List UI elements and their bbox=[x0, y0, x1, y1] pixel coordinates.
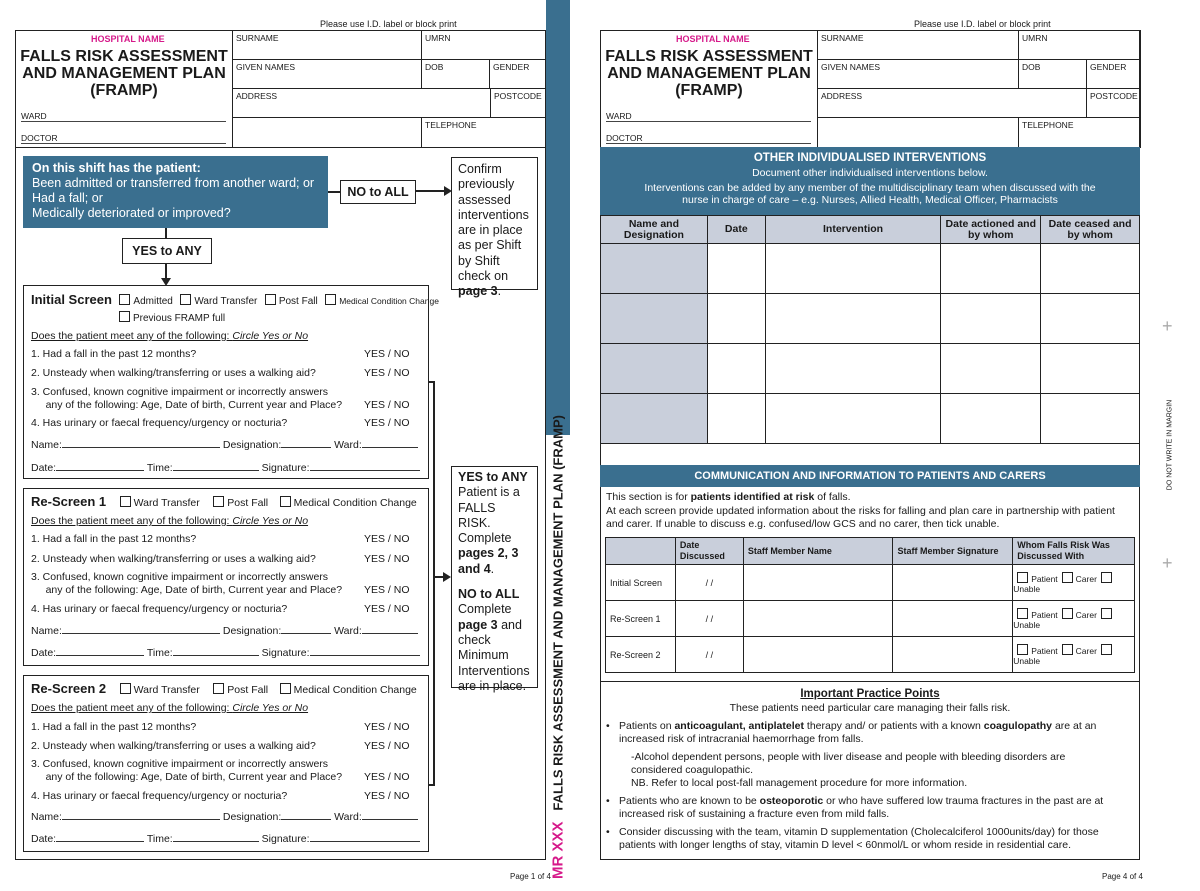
table-row bbox=[606, 601, 1135, 637]
ward-transfer-checkbox[interactable] bbox=[180, 294, 191, 305]
staff-signature-cell[interactable] bbox=[893, 565, 1013, 601]
rescreen-1-title: Re-Screen 1 bbox=[31, 494, 107, 509]
question-prompt: Does the patient meet any of the following: Circle Yes or No bbox=[31, 515, 309, 527]
actioned-cell[interactable] bbox=[941, 344, 1041, 394]
date-row[interactable]: Date: Time: Signature: bbox=[31, 647, 423, 660]
result-box bbox=[451, 466, 538, 693]
ward-line[interactable]: WARD bbox=[606, 111, 811, 122]
question-1: 1. Had a fall in the past 12 months? bbox=[31, 348, 197, 360]
ward-transfer-checkbox[interactable] bbox=[120, 496, 131, 507]
practice-points-subtitle: These patients need particular care managing their falls risk. bbox=[729, 702, 1011, 714]
margin-note: DO NOT WRITE IN MARGIN bbox=[1166, 399, 1174, 491]
result-yes-body: Patient is a FALLS RISK. Complete pages 2, 3 and 4. bbox=[458, 485, 520, 576]
telephone-field[interactable]: TELEPHONE bbox=[421, 117, 547, 148]
unable-checkbox[interactable] bbox=[1101, 608, 1112, 619]
postcode-field[interactable]: POSTCODE bbox=[490, 88, 547, 118]
column-header: Date actioned and by whom bbox=[941, 216, 1041, 244]
bullet-item: • Patients on anticoagulant, antiplatelet therapy and/ or patients with a known coagulopathy are at an increased risk of intracranial haemorrhage from falls. bbox=[606, 720, 1097, 745]
post-fall-checkbox[interactable] bbox=[213, 496, 224, 507]
row-label: Initial Screen bbox=[606, 565, 676, 601]
table-row bbox=[601, 244, 1140, 294]
patient-header bbox=[600, 30, 1140, 148]
carer-checkbox[interactable] bbox=[1062, 644, 1073, 655]
other-sub: Document other individualised interventions below. bbox=[752, 167, 988, 179]
ceased-cell[interactable] bbox=[1041, 294, 1140, 344]
column-header: Intervention bbox=[765, 216, 941, 244]
yes-no-answer[interactable]: YES / NO bbox=[364, 367, 410, 379]
shift-line: Medically deteriorated or improved? bbox=[32, 206, 231, 220]
staff-signature-cell[interactable] bbox=[893, 637, 1013, 673]
question-3-cont: any of the following: Age, Date of birth, Current year and Place? bbox=[31, 584, 343, 596]
post-fall-checkbox[interactable] bbox=[265, 294, 276, 305]
date-cell[interactable]: / / bbox=[675, 565, 743, 601]
question-4: 4. Has urinary or faecal frequency/urgency or nocturia? bbox=[31, 603, 288, 615]
whom-cell: Patient CarerUnable bbox=[1013, 601, 1135, 637]
dob-field[interactable]: DOB bbox=[1018, 59, 1087, 89]
other-interventions-title: OTHER INDIVIDUALISED INTERVENTIONS bbox=[753, 152, 987, 164]
name-cell[interactable] bbox=[601, 394, 708, 444]
date-cell[interactable] bbox=[707, 394, 765, 444]
ward-line[interactable]: WARD bbox=[21, 111, 226, 122]
doctor-line[interactable]: DOCTOR bbox=[21, 133, 226, 144]
question-1: 1. Had a fall in the past 12 months? bbox=[31, 533, 197, 545]
actioned-cell[interactable] bbox=[941, 244, 1041, 294]
date-row[interactable]: Date: Time: Signature: bbox=[31, 833, 423, 846]
patient-checkbox[interactable] bbox=[1017, 644, 1028, 655]
yes-no-answer[interactable]: YES / NO bbox=[364, 721, 410, 733]
given-names-field[interactable]: GIVEN NAMES bbox=[817, 59, 1019, 89]
staff-name-cell[interactable] bbox=[743, 601, 893, 637]
divider bbox=[600, 681, 1140, 682]
column-header: Staff Member Signature bbox=[893, 538, 1013, 565]
question-4: 4. Has urinary or faecal frequency/urgency or nocturia? bbox=[31, 417, 288, 429]
unable-checkbox[interactable] bbox=[1101, 644, 1112, 655]
name-row[interactable]: Name: Designation: Ward: bbox=[31, 811, 423, 824]
arrow-right-icon bbox=[416, 184, 452, 198]
yes-no-answer[interactable]: YES / NO bbox=[364, 584, 410, 596]
rescreen-2-title: Re-Screen 2 bbox=[31, 681, 107, 696]
shift-title: On this shift has the patient: bbox=[32, 161, 201, 175]
other-interventions-header bbox=[600, 147, 1140, 215]
connector-line bbox=[159, 228, 173, 238]
ceased-cell[interactable] bbox=[1041, 244, 1140, 294]
column-header: Whom Falls Risk Was Discussed With bbox=[1013, 538, 1135, 565]
umrn-field[interactable]: UMRN bbox=[1018, 30, 1141, 60]
intervention-cell[interactable] bbox=[765, 394, 941, 444]
carer-checkbox[interactable] bbox=[1062, 572, 1073, 583]
row-label: Re-Screen 2 bbox=[606, 637, 676, 673]
crop-mark-icon: + bbox=[1162, 316, 1173, 336]
date-cell[interactable] bbox=[707, 244, 765, 294]
question-3: 3. Confused, known cognitive impairment or incorrectly answers bbox=[31, 571, 329, 583]
spine-label: MR XXX FALLS RISK ASSESSMENT AND MANAGEMENT PLAN (FRAMP) bbox=[549, 415, 567, 879]
patient-header bbox=[15, 30, 546, 148]
yes-no-answer[interactable]: YES / NO bbox=[364, 533, 410, 545]
question-3-cont: any of the following: Age, Date of birth, Current year and Place? bbox=[31, 771, 343, 783]
medical-condition-change-checkbox[interactable] bbox=[280, 496, 291, 507]
date-cell[interactable]: / / bbox=[675, 637, 743, 673]
id-note: Please use I.D. label or block print bbox=[914, 19, 1051, 29]
actioned-cell[interactable] bbox=[941, 394, 1041, 444]
yes-no-answer[interactable]: YES / NO bbox=[364, 553, 410, 565]
name-cell[interactable] bbox=[601, 244, 708, 294]
column-header: Name and Designation bbox=[601, 216, 708, 244]
name-cell[interactable] bbox=[601, 344, 708, 394]
yes-no-answer[interactable]: YES / NO bbox=[364, 417, 410, 429]
yes-no-answer[interactable]: YES / NO bbox=[364, 603, 410, 615]
question-4: 4. Has urinary or faecal frequency/urgency or nocturia? bbox=[31, 790, 288, 802]
shift-question bbox=[23, 156, 328, 228]
hospital-name: HOSPITAL NAME bbox=[676, 34, 750, 44]
question-3: 3. Confused, known cognitive impairment or incorrectly answers bbox=[31, 386, 329, 398]
staff-name-cell[interactable] bbox=[743, 565, 893, 601]
bullet-subnote: -Alcohol dependent persons, people with liver disease and people with bleeding disorders are considered coagulopathic. bbox=[631, 751, 1066, 776]
unable-checkbox[interactable] bbox=[1101, 572, 1112, 583]
date-cell[interactable]: / / bbox=[675, 601, 743, 637]
other-sub: nurse in charge of care – e.g. Nurses, Allied Health, Medical Officer, Pharmacists bbox=[682, 194, 1058, 206]
question-1: 1. Had a fall in the past 12 months? bbox=[31, 721, 197, 733]
ward-transfer-checkbox[interactable] bbox=[120, 683, 131, 694]
ceased-cell[interactable] bbox=[1041, 344, 1140, 394]
interventions-table bbox=[600, 215, 1140, 444]
rescreen-2-section: Re-Screen 2 Ward Transfer Post Fall Medical Condition Change Does the patient meet any of the following: Circle Yes or No 1. Had a fall in the past 12 months? YES / NO 2. Unsteady when walking/transferring or uses a walking aid? YES / NO 3. Confused, known cognitive impairment or incorrectly answers any of the following: Age, Date of birth, Current year and Place? YES / NO 4. Has urinary or faecal frequency/urgency or nocturia? YES / NO Name: Designation: Ward: Date: Time: Signature: bbox=[23, 675, 429, 852]
intervention-cell[interactable] bbox=[765, 294, 941, 344]
date-cell[interactable] bbox=[707, 294, 765, 344]
yes-no-answer[interactable]: YES / NO bbox=[364, 790, 410, 802]
yes-no-answer[interactable]: YES / NO bbox=[364, 740, 410, 752]
question-2: 2. Unsteady when walking/transferring or uses a walking aid? bbox=[31, 367, 316, 379]
hospital-name: HOSPITAL NAME bbox=[91, 34, 165, 44]
medical-condition-change-checkbox[interactable] bbox=[325, 294, 336, 305]
actioned-cell[interactable] bbox=[941, 294, 1041, 344]
table-row bbox=[601, 394, 1140, 444]
umrn-field[interactable]: UMRN bbox=[421, 30, 547, 60]
practice-points-list bbox=[606, 720, 1106, 852]
column-header: Staff Member Name bbox=[743, 538, 893, 565]
column-header: Date bbox=[707, 216, 765, 244]
dob-field[interactable]: DOB bbox=[421, 59, 490, 89]
form-title: FALLS RISK ASSESSMENT AND MANAGEMENT PLAN (FRAMP) bbox=[20, 48, 228, 99]
address-field[interactable]: ADDRESS bbox=[232, 88, 491, 118]
carer-checkbox[interactable] bbox=[1062, 608, 1073, 619]
address-field-2[interactable] bbox=[817, 117, 1019, 148]
doctor-line[interactable]: DOCTOR bbox=[606, 133, 811, 144]
column-header: Date ceased and by whom bbox=[1041, 216, 1140, 244]
question-2: 2. Unsteady when walking/transferring or uses a walking aid? bbox=[31, 553, 316, 565]
id-note: Please use I.D. label or block print bbox=[320, 19, 457, 29]
whom-cell: Patient CarerUnable bbox=[1013, 565, 1135, 601]
gender-field[interactable]: GENDER bbox=[489, 59, 547, 89]
question-prompt: Does the patient meet any of the following: Circle Yes or No bbox=[31, 702, 309, 714]
communication-title: COMMUNICATION AND INFORMATION TO PATIENTS AND CARERS bbox=[600, 465, 1140, 487]
name-row[interactable]: Name: Designation: Ward: bbox=[31, 625, 423, 638]
result-no-body: Complete page 3 and check Minimum Interventions are in place. bbox=[458, 602, 530, 693]
column-header: Date Discussed bbox=[675, 538, 743, 565]
surname-field[interactable]: SURNAME bbox=[232, 30, 422, 60]
whom-cell: Patient CarerUnable bbox=[1013, 637, 1135, 673]
patient-checkbox[interactable] bbox=[1017, 608, 1028, 619]
address-field-2[interactable] bbox=[232, 117, 422, 148]
table-row bbox=[601, 344, 1140, 394]
staff-name-cell[interactable] bbox=[743, 637, 893, 673]
gender-field[interactable]: GENDER bbox=[1086, 59, 1141, 89]
admitted-checkbox[interactable] bbox=[119, 294, 130, 305]
yes-to-any-box: YES to ANY bbox=[122, 238, 212, 264]
initial-screen-title: Initial Screen bbox=[31, 292, 112, 307]
shift-line: Had a fall; or bbox=[32, 191, 103, 205]
form-title: FALLS RISK ASSESSMENT AND MANAGEMENT PLAN (FRAMP) bbox=[605, 48, 813, 99]
arrow-down-icon bbox=[159, 264, 173, 286]
spine-bar bbox=[546, 0, 570, 435]
table-row bbox=[606, 565, 1135, 601]
question-prompt: Does the patient meet any of the following: Circle Yes or No bbox=[31, 330, 309, 342]
result-no-title: NO to ALL bbox=[458, 587, 520, 602]
row-label: Re-Screen 1 bbox=[606, 601, 676, 637]
page-number: Page 4 of 4 bbox=[1102, 872, 1143, 881]
question-3-cont: any of the following: Age, Date of birth, Current year and Place? bbox=[31, 399, 343, 411]
yes-no-answer[interactable]: YES / NO bbox=[364, 348, 410, 360]
telephone-field[interactable]: TELEPHONE bbox=[1018, 117, 1141, 148]
intervention-cell[interactable] bbox=[765, 344, 941, 394]
bullet-subnote: NB. Refer to local post-fall management procedure for more information. bbox=[631, 777, 968, 789]
practice-points-title: Important Practice Points bbox=[800, 688, 940, 700]
date-row[interactable]: Date: Time: Signature: bbox=[31, 462, 423, 475]
yes-no-answer[interactable]: YES / NO bbox=[364, 399, 410, 411]
name-row[interactable]: Name: Designation: Ward: bbox=[31, 439, 423, 452]
page-number: Page 1 of 4 bbox=[510, 872, 551, 881]
bullet-item: • Consider discussing with the team, vitamin D supplementation (Cholecalciferol 1000units/day) for those patients with longer lengths of stay, vitamin D level < 60nmol/L or whom reside in residential care. bbox=[606, 826, 1099, 851]
post-fall-checkbox[interactable] bbox=[213, 683, 224, 694]
no-to-all-box: NO to ALL bbox=[340, 180, 416, 204]
ceased-cell[interactable] bbox=[1041, 394, 1140, 444]
address-field[interactable]: ADDRESS bbox=[817, 88, 1087, 118]
bracket-arrow-icon bbox=[428, 380, 452, 790]
surname-field[interactable]: SURNAME bbox=[817, 30, 1019, 60]
given-names-field[interactable]: GIVEN NAMES bbox=[232, 59, 422, 89]
patient-checkbox[interactable] bbox=[1017, 572, 1028, 583]
result-yes-title: YES to ANY bbox=[458, 470, 528, 484]
confirm-box: Confirm previously assessed interventions are in place as per Shift by Shift check on page 3. bbox=[451, 157, 538, 290]
table-row bbox=[601, 294, 1140, 344]
yes-no-answer[interactable]: YES / NO bbox=[364, 771, 410, 783]
connector-line bbox=[328, 191, 340, 193]
crop-mark-icon: + bbox=[1162, 553, 1173, 573]
medical-condition-change-checkbox[interactable] bbox=[280, 683, 291, 694]
question-3: 3. Confused, known cognitive impairment or incorrectly answers bbox=[31, 758, 329, 770]
table-row bbox=[606, 637, 1135, 673]
other-sub: Interventions can be added by any member of the multidisciplinary team when discussed with the bbox=[644, 182, 1096, 194]
postcode-field[interactable]: POSTCODE bbox=[1086, 88, 1141, 118]
name-cell[interactable] bbox=[601, 294, 708, 344]
initial-screen-section: Initial Screen Admitted Ward Transfer Post Fall Medical Condition Change Previous FRAMP full Does the patient meet any of the following: Circle Yes or No 1. Had a fall in the past 12 months? YES / NO 2. Unsteady when walking/transferring or uses a walking aid? YES / NO 3. Confused, known cognitive impairment or incorrectly answers any of the following: Age, Date of birth, Current year and Place? YES / NO 4. Has urinary or faecal frequency/urgency or nocturia? YES / NO Name: Designation: Ward: Date: Time: Signature: bbox=[23, 285, 429, 479]
question-2: 2. Unsteady when walking/transferring or uses a walking aid? bbox=[31, 740, 316, 752]
communication-text: This section is for patients identified at risk of falls. At each screen provide updated information about the risks for falling and plan care in partnership with patient and carer. If unable to discuss e.g. confused/low GCS and no carer, then tick unable. bbox=[606, 491, 1115, 530]
previous-framp-checkbox[interactable] bbox=[119, 311, 130, 322]
communication-table bbox=[605, 537, 1135, 673]
date-cell[interactable] bbox=[707, 344, 765, 394]
staff-signature-cell[interactable] bbox=[893, 601, 1013, 637]
shift-line: Been admitted or transferred from another ward; or bbox=[32, 176, 315, 190]
rescreen-1-section: Re-Screen 1 Ward Transfer Post Fall Medical Condition Change Does the patient meet any of the following: Circle Yes or No 1. Had a fall in the past 12 months? YES / NO 2. Unsteady when walking/transferring or uses a walking aid? YES / NO 3. Confused, known cognitive impairment or incorrectly answers any of the following: Age, Date of birth, Current year and Place? YES / NO 4. Has urinary or faecal frequency/urgency or nocturia? YES / NO Name: Designation: Ward: Date: Time: Signature: bbox=[23, 488, 429, 666]
intervention-cell[interactable] bbox=[765, 244, 941, 294]
bullet-item: • Patients who are known to be osteoporotic or who have suffered low trauma fractures in the past are at increased risk of sustaining a fracture even from mild falls. bbox=[606, 795, 1104, 820]
